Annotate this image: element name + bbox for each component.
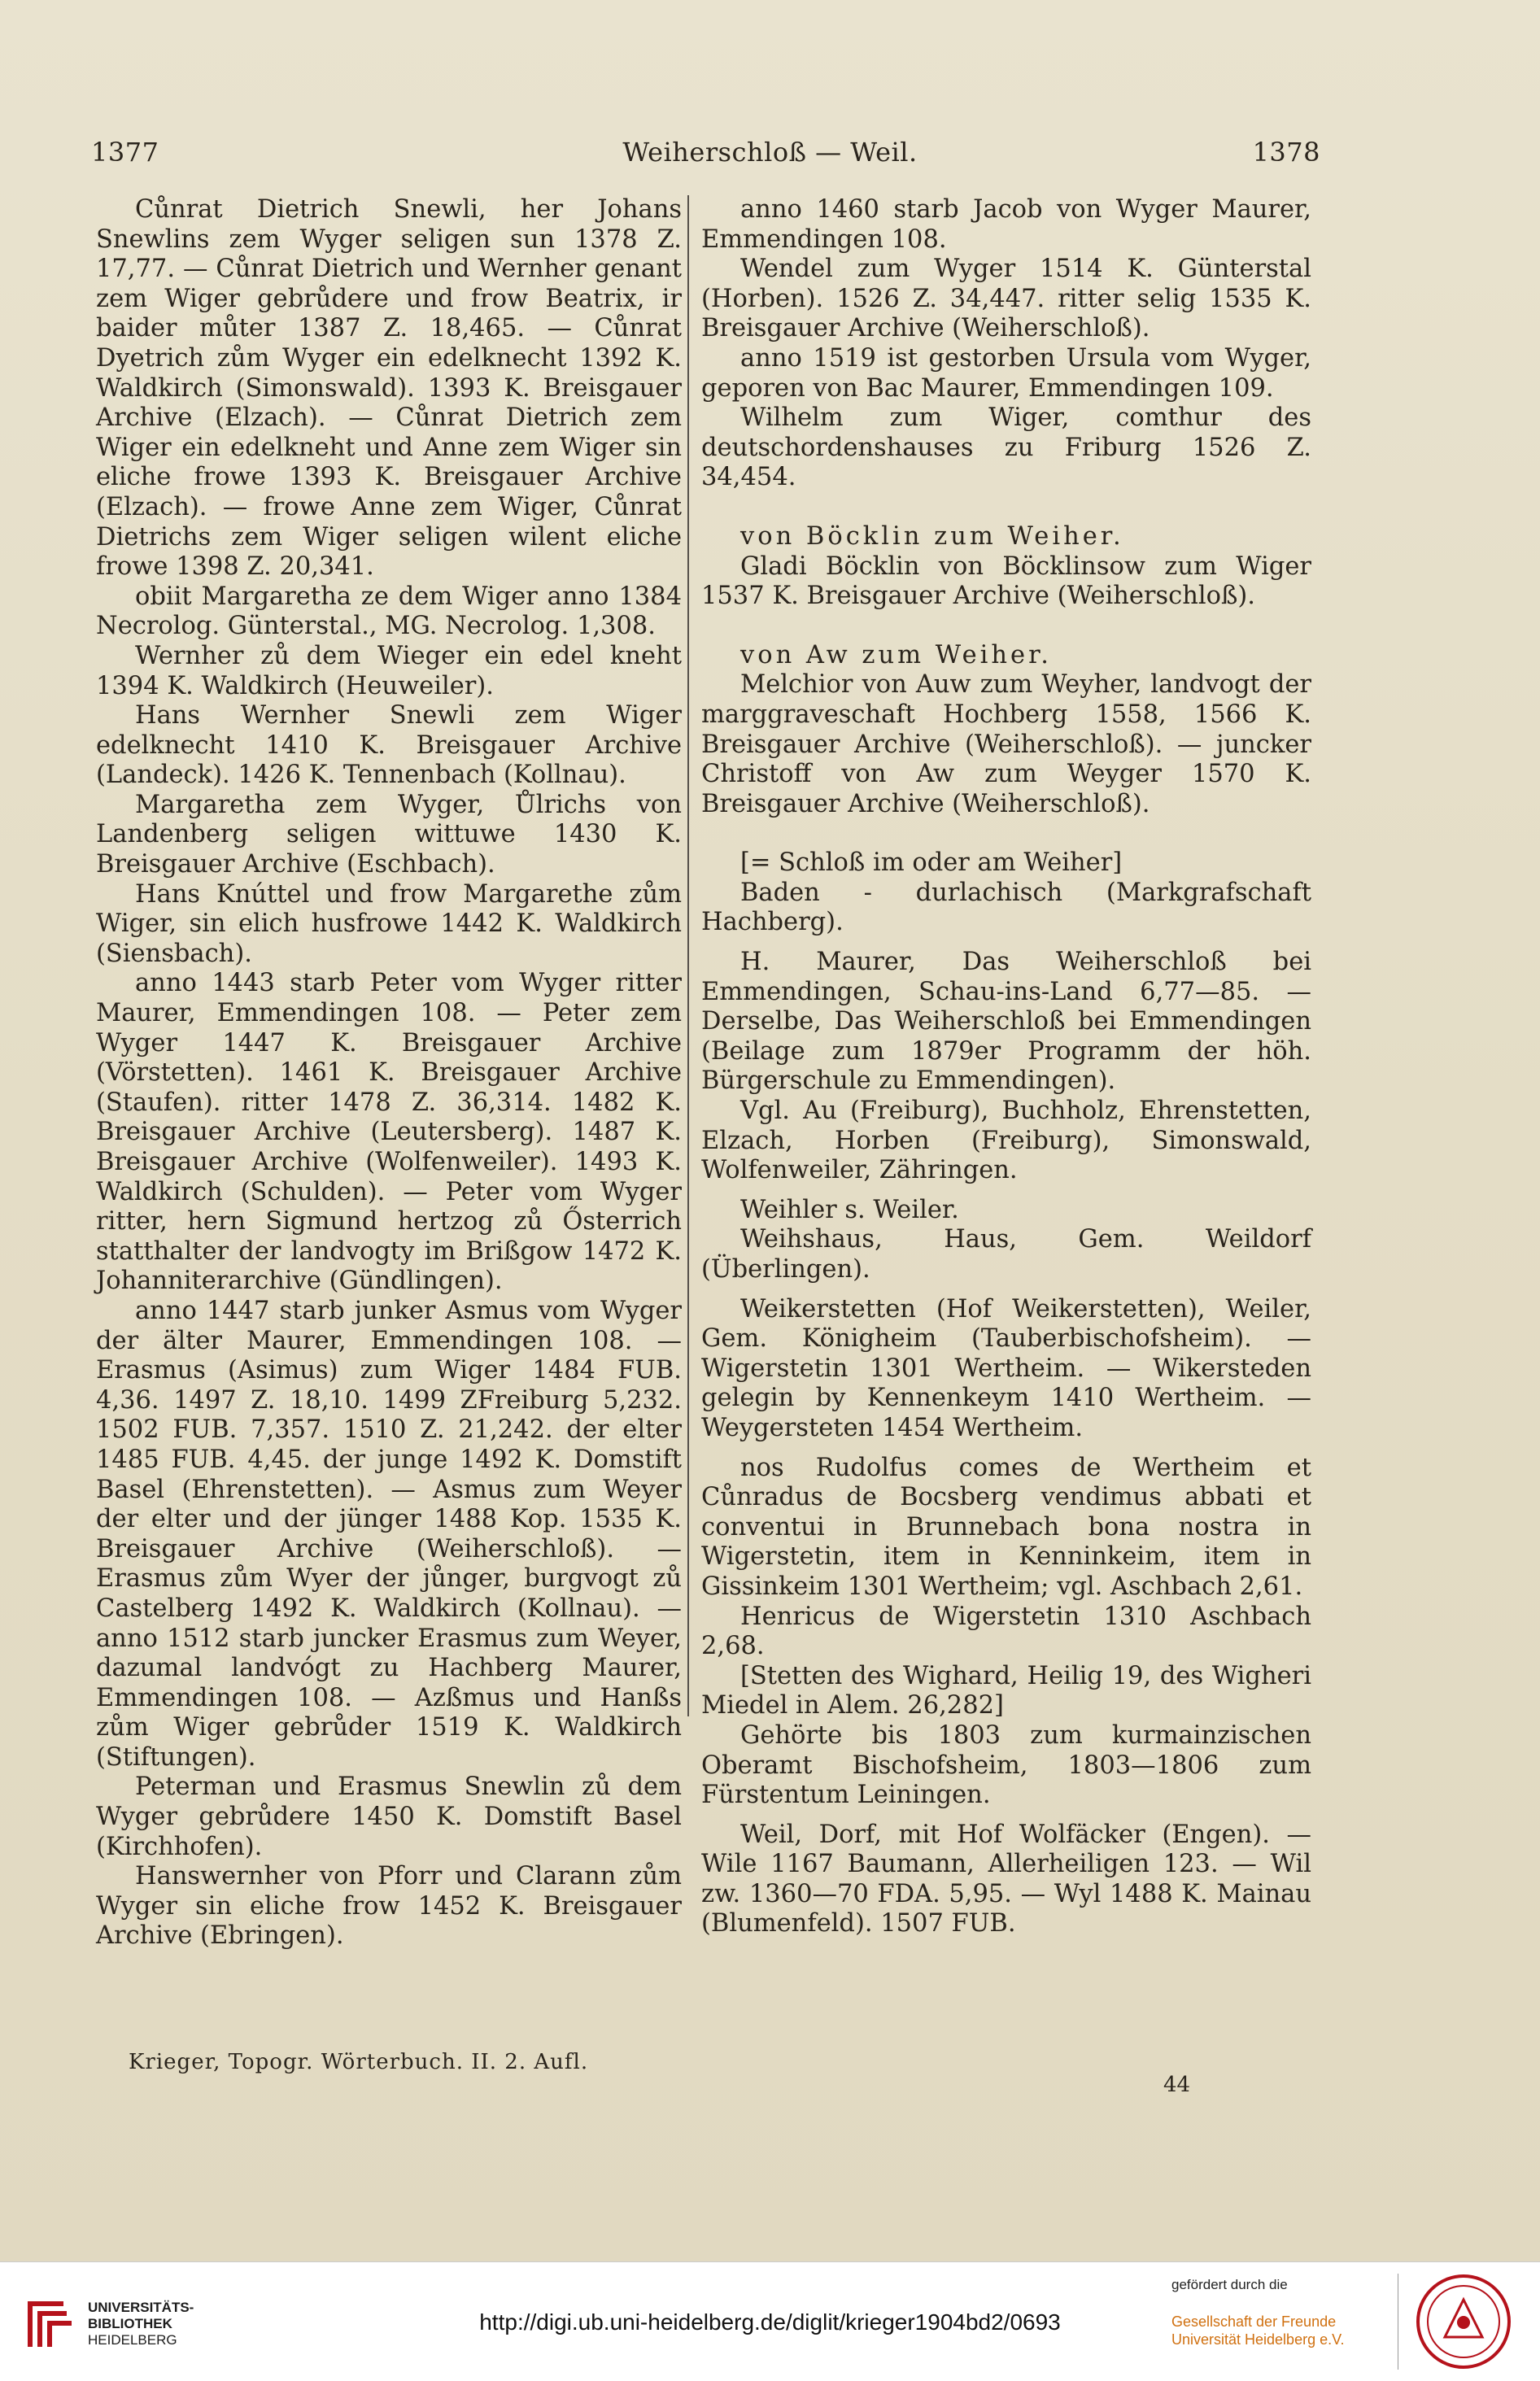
section-subheading: von Böcklin zum Weiher. [740,521,1124,551]
page-number-right: 1378 [1252,137,1320,168]
entry-paragraph: Margaretha zem Wyger, Ůlrichs von Landenberg seligen wittuwe 1430 K. Breisgauer Archive (Eschbach). [96,790,682,879]
entry-paragraph: Gehörte bis 1803 zum kurmainzischen Oberamt Bischofsheim, 1803—1806 zum Fürstentum Leiningen. [701,1720,1311,1810]
page-number-left: 1377 [91,137,159,168]
section-subheading: von Aw zum Weiher. [740,640,1053,669]
entry-paragraph: anno 1519 ist gestorben Ursula vom Wyger, geporen von Bac Maurer, Emmendingen 109. [701,343,1311,403]
sponsor-name: Gesellschaft der Freunde Universität Heidelberg e.V. [1171,2313,1345,2348]
university-seal-icon [1414,2272,1513,2371]
permalink-url[interactable]: http://digi.ub.uni-heidelberg.de/diglit/krieger1904bd2/0693 [479,2309,1061,2335]
entry-paragraph: anno 1460 starb Jacob von Wyger Maurer, Emmendingen 108. [701,195,1311,254]
entry-paragraph: Hans Knúttel und frow Margarethe zům Wiger, sin elich husfrowe 1442 K. Waldkirch (Siensbach). [96,879,682,968]
entry-paragraph: Henricus de Wigerstetin 1310 Aschbach 2,68. [701,1602,1311,1661]
entry-paragraph: Wilhelm zum Wiger, comthur des deutschordenshauses zu Friburg 1526 Z. 34,454. [701,403,1311,492]
left-column [96,195,682,1951]
entry-paragraph: anno 1443 starb Peter vom Wyger ritter Maurer, Emmendingen 108. — Peter zem Wyger 1447 K. Breisgauer Archive (Vörstetten). 1461 K. Breisgauer Archive (Staufen). ritter 1478 Z. 36,314. 1482 K. Breisgauer Archive (Leutersberg). 1487 K. Breisgauer Archive (Wolfenweiler). 1493 K. Waldkirch (Schulden). — Peter vom Wyger ritter, hern Sigmund hertzog zů Ősterrich statthalter der landvogty im Brißgow 1472 K. Johanniterarchive (Gündlingen). [96,969,682,1296]
entry-paragraph: [= Schloß im oder am Weiher] [740,848,1123,878]
headword-entry: Weil, Dorf, mit Hof Wolfäcker (Engen). — Wile 1167 Baumann, Allerheiligen 123. — Wil zw. 1360—70 FDA. 5,95. — Wyl 1488 K. Mainau (Blumenfeld). 1507 FUB. [701,1820,1311,1938]
running-title: Weiherschloß — Weil. [622,137,918,168]
entry-paragraph: obiit Margaretha ze dem Wiger anno 1384 Necrolog. Günterstal., MG. Necrolog. 1,308. [96,582,682,641]
column-divider [687,195,689,1716]
entry-paragraph: Peterman und Erasmus Snewlin zů dem Wyger gebrůdere 1450 K. Domstift Basel (Kirchhofen). [96,1773,682,1861]
entry-paragraph: Gladi Böcklin von Böcklinsow zum Wiger 1537 K. Breisgauer Archive (Weiherschloß). [701,552,1311,611]
entry-paragraph: Baden - durlachisch (Markgrafschaft Hachberg). [701,878,1311,937]
entry-paragraph: [Stetten des Wighard, Heilig 19, des Wigheri Miedel in Alem. 26,282] [701,1661,1311,1720]
entry-paragraph: anno 1447 starb junker Asmus vom Wyger der älter Maurer, Emmendingen 108. — Erasmus (Asimus) zum Wiger 1484 FUB. 4,36. 1497 Z. 18,10. 1499 ZFreiburg 5,232. 1502 FUB. 7,357. 1510 Z. 21,242. der elter 1485 FUB. 4,45. der junge 1492 K. Domstift Basel (Ehrenstetten). — Asmus zum Weyer der elter und der jünger 1488 Kop. 1535 K. Breisgauer Archive (Weiherschloß). — Erasmus zům Wyer der jůnger, burgvogt zů Castelberg 1492 K. Waldkirch (Kollnau). — anno 1512 starb juncker Erasmus zum Weyer, dazumal landvógt zu Hachberg Maurer, Emmendingen 108. — Azßmus und Hanßs zům Wiger gebrůder 1519 K. Waldkirch (Stiftungen). [96,1296,682,1772]
entry-paragraph: H. Maurer, Das Weiherschloß bei Emmendingen, Schau-ins-Land 6,77—85. — Derselbe, Das Weiherschloß bei Emmendingen (Beilage zum 1879er Programm der höh. Bürgerschule zu Emmendingen). [701,948,1311,1096]
entry-paragraph: Wernher zů dem Wieger ein edel kneht 1394 K. Waldkirch (Heuweiler). [96,641,682,700]
entry-paragraph: Vgl. Au (Freiburg), Buchholz, Ehrenstetten, Elzach, Horben (Freiburg), Simonswald, Wolfenweiler, Zähringen. [701,1097,1311,1185]
entry-paragraph: Cůnrat Dietrich Snewli, her Johans Snewlins zem Wyger seligen sun 1378 Z. 17,77. — Cůnrat Dietrich und Wernher genant zem Wiger gebrůdere und frow Beatrix, ir baider můter 1387 Z. 18,465. — Cůnrat Dyetrich zům Wyger ein edelknecht 1392 K. Waldkirch (Simonswald). 1393 K. Breisgauer Archive (Elzach). — Cůnrat Dietrich zem Wiger ein edelkneht und Anne zem Wiger sin eliche frowe 1393 K. Breisgauer Archive (Elzach). — frowe Anne zem Wiger, Cůnrat Dietrichs zem Wiger seligen wilent eliche frowe 1398 Z. 20,341. [96,195,682,582]
entry-paragraph: Hanswernher von Pforr und Clarann zům Wyger sin eliche frow 1452 K. Breisgauer Archive (Ebringen). [96,1862,682,1951]
library-name: UNIVERSITÄTS- BIBLIOTHEK HEIDELBERG [88,2300,194,2348]
signature-mark: 44 [1163,2073,1191,2097]
entry-paragraph: Hans Wernher Snewli zem Wiger edelknecht 1410 K. Breisgauer Archive (Landeck). 1426 K. Tennenbach (Kollnau). [96,701,682,790]
book-footer-line: Krieger, Topogr. Wörterbuch. II. 2. Aufl. [129,2050,589,2074]
right-column [701,195,1311,1939]
headword-entry: Weihshaus, Haus, Gem. Weildorf (Überlingen). [701,1225,1311,1284]
headword-entry: Weihler s. Weiler. [740,1195,959,1224]
sponsor-caption: gefördert durch die [1171,2277,1288,2292]
bottom-bar [0,2261,1540,2381]
entry-paragraph: nos Rudolfus comes de Wertheim et Cůnradus de Bocsberg vendimus abbati et conventui in Brunnebach bona nostra in Wigerstetin, item in Kenninkeim, item in Gissinkeim 1301 Wertheim; vgl. Aschbach 2,61. [701,1453,1311,1601]
entry-paragraph: Wendel zum Wyger 1514 K. Günterstal (Horben). 1526 Z. 34,447. ritter selig 1535 K. Breisgauer Archive (Weiherschloß). [701,255,1311,343]
headword-entry: Weikerstetten (Hof Weikerstetten), Weiler, Gem. Königheim (Tauberbischofsheim). — Wigerstetin 1301 Wertheim. — Wikersteden gelegin by Kennenkeym 1410 Wertheim. — Weygersteten 1454 Wertheim. [701,1294,1311,1442]
entry-paragraph: Melchior von Auw zum Weyher, landvogt der marggraveschaft Hochberg 1558, 1566 K. Breisgauer Archive (Weiherschloß). — juncker Christoff von Aw zum Weyger 1570 K. Breisgauer Archive (Weiherschloß). [701,670,1311,818]
